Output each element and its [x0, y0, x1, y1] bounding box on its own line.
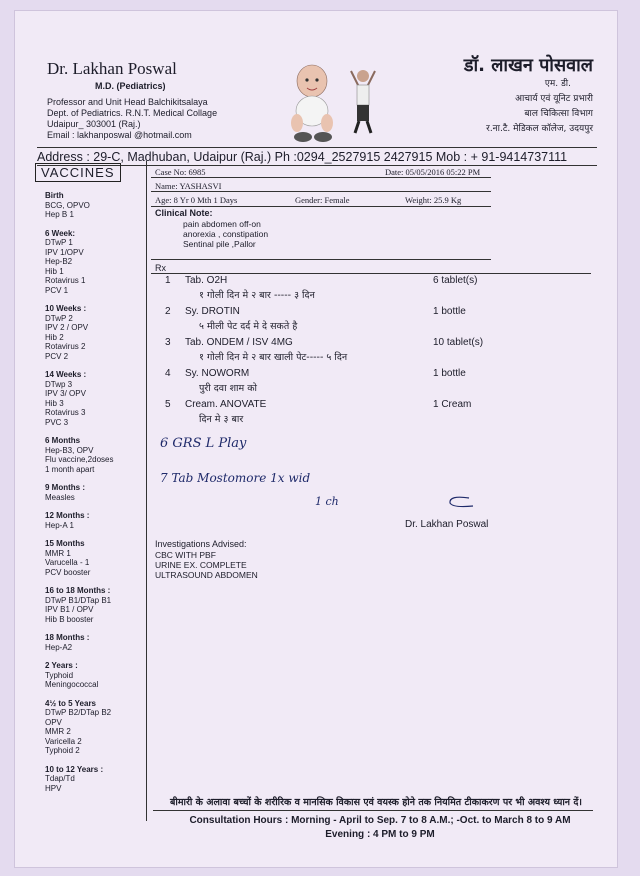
doctor-address: [47, 97, 217, 141]
rx-item: [165, 368, 605, 399]
doctor-name-hindi: डॉ. लाखन पोसवाल: [463, 55, 593, 76]
baby-illustration-icon: [287, 61, 337, 145]
consultation-evening: Evening : 4 PM to 9 PM: [325, 829, 435, 840]
vaccine-item: MMR 1: [45, 548, 71, 558]
vaccine-item: DTwP B1/DTap B1: [45, 595, 112, 605]
vaccine-group-heading: 6 Months: [45, 436, 81, 445]
rx-quantity: 1 Cream: [433, 399, 472, 410]
vaccine-item: Varucella - 1: [45, 558, 90, 567]
vaccine-group-heading: 4½ to 5 Years: [45, 698, 96, 708]
vaccine-item: DTwp 3: [45, 379, 73, 389]
rx-directions: पुरी दवा शाम को: [199, 383, 257, 394]
doctor-degree: M.D. (Pediatrics): [95, 81, 166, 91]
vaccine-item: Hep-B3, OPV: [45, 445, 94, 455]
rx-number: 1: [165, 275, 171, 286]
vaccine-group: [45, 229, 153, 296]
vaccine-item: Varicella 2: [45, 736, 82, 746]
address-line: Professor and Unit Head Balchikitsalaya: [47, 97, 208, 107]
vaccine-group-heading: 10 to 12 Years :: [45, 764, 104, 774]
vaccine-group: [45, 483, 153, 502]
vaccine-item: Tdap/Td: [45, 774, 75, 783]
handwritten-note: 1 ch: [315, 495, 339, 508]
rx-directions: दिन मे ३ बार: [199, 414, 244, 425]
rx-number: 4: [165, 368, 171, 379]
email-line: Email : lakhanposwal @hotmail.com: [47, 130, 192, 140]
vaccine-group-heading: 12 Months :: [45, 511, 90, 520]
meta-divider: [151, 191, 491, 192]
vaccine-group: [45, 511, 153, 530]
vaccine-group-heading: 2 Years :: [45, 661, 78, 670]
patient-gender: Gender: Female: [295, 195, 350, 205]
vaccine-item: PCV 1: [45, 285, 69, 295]
vaccine-item: Hib B booster: [45, 614, 94, 624]
vaccine-group: [45, 586, 153, 624]
footer-hindi-note: बीमारी के अलावा बच्चों के शरीरिक व मानसिक विकास एवं वयस्क होने तक नियमित टीकाकरण पर भी अवश्य ध्यान दें।: [169, 797, 583, 808]
doctor-name: Dr. Lakhan Poswal: [47, 59, 177, 78]
rx-number: 3: [165, 337, 171, 348]
vaccine-item: Rotavirus 1: [45, 276, 86, 285]
rx-directions: १ गोली दिन मे २ बार ----- ३ दिन: [199, 290, 315, 301]
vaccine-item: DTwP 1: [45, 238, 73, 247]
visit-date: Date: 05/05/2016 05:22 PM: [385, 167, 481, 177]
vaccine-group-heading: 16 to 18 Months :: [45, 586, 111, 595]
vaccine-item: Hib 3: [45, 398, 64, 408]
vaccine-item: Rotavirus 3: [45, 408, 86, 417]
vaccine-schedule: [45, 191, 153, 802]
column-divider: [146, 161, 147, 821]
vaccine-item: Hib 2: [45, 332, 64, 342]
signature-mark-icon: [445, 495, 475, 509]
rx-divider: [151, 259, 491, 260]
vaccine-item: Hib 1: [45, 266, 64, 276]
vaccine-group-heading: 9 Months :: [45, 483, 85, 492]
rx-item: [165, 399, 605, 430]
vaccine-item: DTwP 2: [45, 313, 73, 323]
rx-drug-name: Tab. O2H: [185, 275, 228, 286]
address-line: Dept. of Pediatrics. R.N.T. Medical Collage: [47, 108, 218, 118]
vaccine-group: [45, 436, 153, 474]
vaccine-item: IPV B1 / OPV: [45, 605, 94, 614]
address-bar: Address : 29-C, Madhuban, Udaipur (Raj.) Ph :0294_2527915 2427915 Mob : + 91-9414737111: [37, 147, 597, 164]
rx-directions: १ गोली दिन मे २ बार खाली पेट----- ५ दिन: [199, 352, 348, 363]
rx-drug-name: Cream. ANOVATE: [185, 399, 267, 410]
rx-number: 2: [165, 306, 171, 317]
vaccine-item: HPV: [45, 783, 62, 793]
handwritten-note: 6 GRS L Play: [160, 436, 247, 451]
rx-number: 5: [165, 399, 171, 410]
investigations-title: Investigations Advised:: [155, 539, 247, 549]
vaccine-group-heading: 6 Week:: [45, 228, 76, 238]
vaccine-group: [45, 699, 153, 756]
consultation-morning: Consultation Hours : Morning - April to Sep. 7 to 8 A.M.; -Oct. to March 8 to 9 AM: [189, 815, 571, 826]
rx-label: Rx: [155, 263, 166, 273]
vaccine-group: [45, 661, 153, 690]
vaccine-group-heading: 10 Weeks :: [45, 304, 87, 313]
vaccines-title: VACCINES: [35, 163, 121, 182]
address-divider: [37, 165, 597, 166]
clinical-line: Sentinal pile ,Pallor: [183, 239, 256, 249]
doctor-info-hindi: [486, 77, 593, 137]
handwritten-note: 7 Tab Mostomore 1x wid: [160, 471, 311, 485]
vaccine-group: [45, 370, 153, 427]
rx-drug-name: Sy. DROTIN: [185, 306, 240, 317]
prescription-page: [14, 10, 618, 868]
vaccine-group-heading: 18 Months :: [45, 633, 90, 642]
hindi-line: एम. डी.: [544, 79, 571, 89]
vaccine-item: 1 month apart: [45, 464, 95, 474]
vaccine-item: Rotavirus 2: [45, 342, 86, 351]
hindi-line: र.ना.टै. मेडिकल कॉलेज, उदयपुर: [486, 124, 593, 134]
vaccine-item: Hep-A2: [45, 642, 73, 652]
vaccine-item: Typhoid 2: [45, 746, 80, 755]
investigations-list: [155, 550, 258, 580]
case-number: Case No: 6985: [155, 167, 206, 177]
signature-name: Dr. Lakhan Poswal: [405, 519, 489, 530]
address-line: Udaipur_ 303001 (Raj.): [47, 119, 141, 129]
rx-item: [165, 306, 605, 337]
vaccine-item: Flu vaccine,2doses: [45, 455, 114, 464]
rx-divider: [151, 273, 591, 274]
vaccine-group: [45, 765, 153, 794]
clinical-line: pain abdomen off-on: [183, 219, 261, 229]
vaccine-group: [45, 191, 153, 220]
rx-quantity: 10 tablet(s): [433, 337, 484, 348]
hindi-line: बाल चिकित्सा विभाग: [524, 109, 593, 119]
clinical-line: anorexia , constipation: [183, 229, 269, 239]
vaccine-item: IPV 2 / OPV: [45, 323, 89, 332]
meta-divider: [151, 177, 491, 178]
vaccine-item: BCG, OPVO: [45, 200, 90, 210]
vaccine-group: [45, 633, 153, 652]
footer-divider: [153, 810, 593, 811]
rx-quantity: 6 tablet(s): [433, 275, 478, 286]
vaccine-item: Hep-A 1: [45, 520, 74, 530]
rx-item: [165, 275, 605, 306]
patient-age: Age: 8 Yr 0 Mth 1 Days: [155, 195, 238, 205]
consultation-hours: [155, 814, 605, 842]
vaccine-item: PCV booster: [45, 567, 91, 577]
prescription-list: [165, 275, 605, 430]
vaccine-group: [45, 304, 153, 361]
vaccine-item: PVC 3: [45, 417, 69, 427]
rx-directions: ५ मीली पेट दर्द मे दे सकते है: [199, 321, 298, 332]
vaccine-item: Typhoid: [45, 670, 74, 680]
vaccine-item: OPV: [45, 717, 62, 727]
vaccine-item: Measles: [45, 492, 75, 502]
rx-quantity: 1 bottle: [433, 306, 466, 317]
investigation-item: URINE EX. COMPLETE: [155, 560, 247, 570]
patient-weight: Weight: 25.9 Kg: [405, 195, 462, 205]
vaccine-item: IPV 3/ OPV: [45, 389, 86, 398]
investigation-item: ULTRASOUND ABDOMEN: [155, 570, 258, 580]
vaccine-group-heading: 14 Weeks :: [45, 370, 87, 379]
clinical-notes: [183, 219, 268, 249]
hindi-line: आचार्य एवं यूनिट प्रभारी: [515, 94, 593, 104]
rx-item: [165, 337, 605, 368]
clinical-note-label: Clinical Note:: [155, 208, 213, 218]
child-running-icon: [347, 67, 379, 137]
vaccine-item: DTwP B2/DTap B2: [45, 708, 112, 717]
vaccine-item: Hep B 1: [45, 210, 74, 219]
patient-name: Name: YASHASVI: [155, 181, 222, 191]
vaccine-item: MMR 2: [45, 727, 71, 736]
investigation-item: CBC WITH PBF: [155, 550, 216, 560]
vaccine-item: IPV 1/OPV: [45, 247, 84, 257]
vaccine-item: Hep-B2: [45, 257, 73, 266]
rx-drug-name: Tab. ONDEM / ISV 4MG: [185, 337, 293, 348]
vaccine-group-heading: Birth: [45, 191, 64, 200]
vaccine-group: [45, 539, 153, 577]
meta-divider: [151, 206, 491, 207]
rx-drug-name: Sy. NOWORM: [185, 368, 250, 379]
vaccine-item: PCV 2: [45, 351, 69, 361]
vaccine-group-heading: 15 Months: [45, 539, 85, 548]
vaccine-item: Meningococcal: [45, 680, 99, 689]
rx-quantity: 1 bottle: [433, 368, 466, 379]
